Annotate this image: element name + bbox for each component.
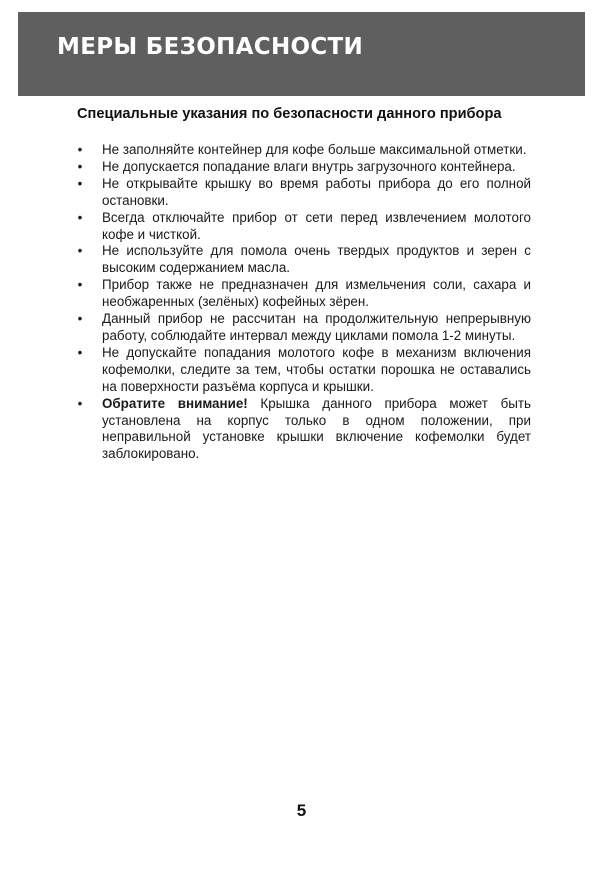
bullet-icon: •: [77, 142, 83, 157]
list-item: [76, 142, 531, 159]
bullet-icon: •: [77, 175, 83, 191]
list-item-text: Не допускается попадание влаги внутрь загрузочного контейнера.: [102, 158, 516, 174]
list-item-text: Данный прибор не рассчитан на продолжительную непрерывную работу, соблюдайте интервал между циклами помола 1-2 минуты.: [102, 311, 531, 343]
section-title: Специальные указания по безопасности данного прибора: [77, 106, 502, 122]
list-item-text: Крышка данного прибора может быть установлена на корпус только в одном положении, при неправильной установке крышки включение кофемолки будет заблокировано.: [102, 395, 531, 462]
safety-list: [76, 142, 531, 463]
bullet-icon: •: [77, 243, 83, 259]
list-item-text: Всегда отключайте прибор от сети перед извлечением молотого кофе и чисткой.: [102, 209, 531, 242]
list-item-text: Не используйте для помола очень твердых продуктов и зерен с высоким содержанием масла.: [102, 243, 531, 276]
bullet-icon: •: [77, 277, 83, 293]
list-item: [76, 396, 531, 464]
list-item: [76, 243, 531, 277]
bullet-icon: •: [77, 344, 83, 360]
list-item: [76, 176, 531, 210]
list-item: [76, 277, 531, 311]
bullet-icon: •: [77, 209, 83, 225]
list-item: [76, 159, 531, 176]
bullet-icon: •: [77, 395, 83, 411]
list-item-text: Не допускайте попадания молотого кофе в механизм включения кофемолки, следите за тем, чтобы остатки порошка не оставались на поверхности разъёма корпуса и крышки.: [102, 344, 531, 394]
page-number: 5: [296, 801, 307, 820]
page-title: МЕРЫ БЕЗОПАСНОСТИ: [57, 34, 364, 60]
list-item-text: Не открывайте крышку во время работы прибора до его полной остановки.: [102, 175, 531, 208]
attention-label: Обратите внимание!: [102, 395, 248, 411]
bullet-icon: •: [77, 158, 83, 174]
list-item: [76, 311, 531, 345]
bullet-icon: •: [77, 311, 83, 327]
list-item: [76, 210, 531, 244]
list-item: [76, 345, 531, 396]
list-item-text: Не заполняйте контейнер для кофе больше максимальной отметки.: [102, 142, 527, 157]
list-item-text: Прибор также не предназначен для измельчения соли, сахара и необжаренных (зелёных) кофейных зёрен.: [102, 277, 531, 310]
